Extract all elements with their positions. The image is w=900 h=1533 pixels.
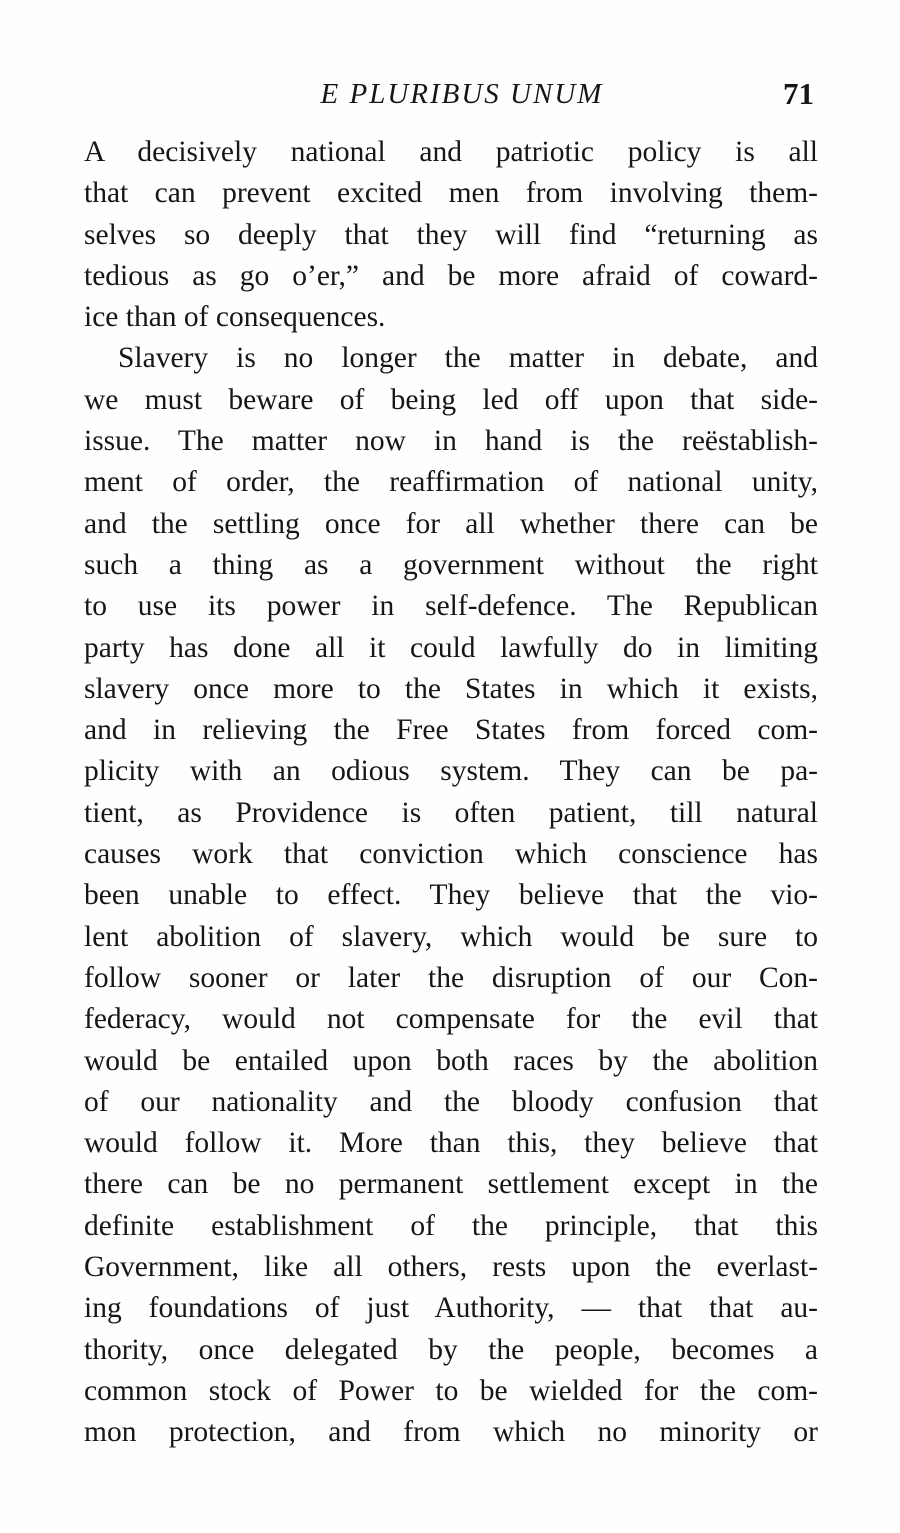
text-line: mon protection, and from which no minority or — [84, 1416, 818, 1449]
text-line: common stock of Power to be wielded for the com- — [84, 1374, 818, 1407]
text-line: would follow it. More than this, they believe that — [84, 1127, 818, 1160]
text-line: Government, like all others, rests upon the everlast- — [84, 1251, 818, 1284]
text-line: follow sooner or later the disruption of our Con- — [84, 961, 818, 994]
text-line: that can prevent excited men from involving them- — [84, 177, 818, 210]
text-line: lent abolition of slavery, which would be sure to — [84, 920, 818, 953]
text-line: thority, once delegated by the people, becomes a — [84, 1333, 818, 1366]
running-title: E PLURIBUS UNUM — [320, 78, 604, 110]
text-line: and in relieving the Free States from forced com- — [84, 714, 818, 747]
text-line: ice than of consequences. — [84, 301, 386, 334]
text-line: A decisively national and patriotic policy is all — [84, 136, 818, 168]
text-line: selves so deeply that they will find “returning as — [84, 218, 818, 251]
text-line: federacy, would not compensate for the evil that — [84, 1003, 818, 1036]
running-head — [86, 72, 814, 116]
text-line: such a thing as a government without the right — [84, 548, 818, 581]
body-text — [84, 132, 818, 1454]
text-line: tient, as Providence is often patient, till natural — [84, 796, 818, 829]
text-line: party has done all it could lawfully do in limiting — [84, 631, 818, 664]
paragraph-2 — [84, 338, 818, 1453]
page-number: 71 — [783, 76, 814, 111]
paragraph-1 — [84, 132, 818, 338]
text-line: to use its power in self-defence. The Republican — [84, 590, 818, 623]
text-line: we must beware of being led off upon that side- — [84, 383, 818, 416]
text-line: plicity with an odious system. They can be pa- — [84, 755, 818, 788]
text-line: ment of order, the reaffirmation of national unity, — [84, 466, 818, 499]
text-line: ing foundations of just Authority, — that that au- — [84, 1292, 818, 1325]
text-line: causes work that conviction which conscience has — [84, 838, 818, 871]
text-line: Slavery is no longer the matter in debate, and — [118, 342, 818, 375]
text-line: tedious as go o’er,” and be more afraid of coward- — [84, 259, 818, 292]
text-line: there can be no permanent settlement except in the — [84, 1168, 818, 1201]
text-line: and the settling once for all whether there can be — [84, 507, 818, 540]
text-line: slavery once more to the States in which it exists, — [84, 672, 818, 705]
text-line: of our nationality and the bloody confusion that — [84, 1085, 818, 1118]
text-line: been unable to effect. They believe that the vio- — [84, 879, 818, 912]
text-line: definite establishment of the principle, that this — [84, 1209, 818, 1242]
text-line: issue. The matter now in hand is the reëstablish- — [84, 425, 818, 458]
text-line: would be entailed upon both races by the abolition — [84, 1044, 818, 1077]
